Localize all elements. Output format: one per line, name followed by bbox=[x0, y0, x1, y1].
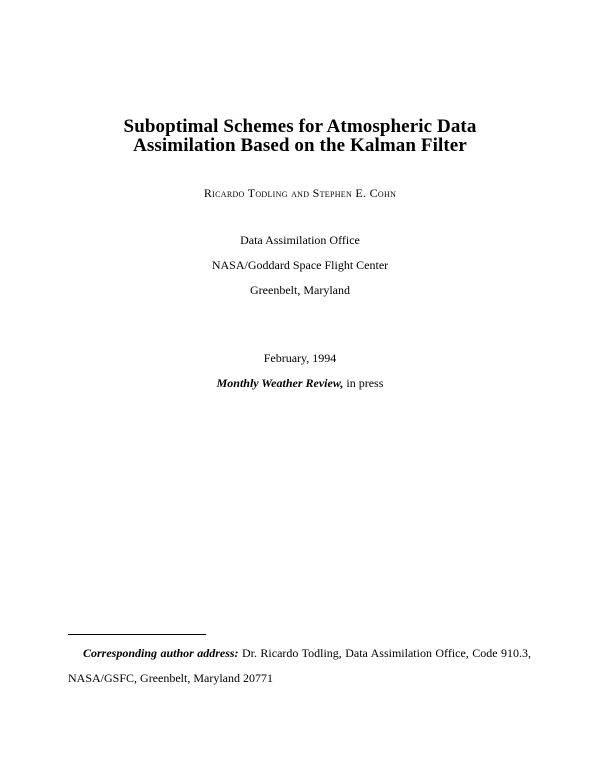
journal-status bbox=[0, 376, 600, 391]
footnote-label: Corresponding author address: bbox=[83, 646, 239, 660]
journal-status-text: in press bbox=[343, 376, 384, 390]
footnote-text: Dr. Ricardo Todling, Data Assimilation Office, Code 910.3, NASA/GSFC, Greenbelt, Maryland 20771 bbox=[68, 646, 531, 685]
title-line-1: Suboptimal Schemes for Atmospheric Data bbox=[123, 116, 477, 137]
affiliation-office: Data Assimilation Office bbox=[240, 233, 360, 247]
affiliation-location: Greenbelt, Maryland bbox=[250, 283, 350, 297]
affiliation-center: NASA/Goddard Space Flight Center bbox=[211, 258, 389, 272]
title-line-2: Assimilation Based on the Kalman Filter bbox=[133, 135, 467, 156]
journal-name: Monthly Weather Review, bbox=[216, 376, 344, 390]
author-list: Ricardo Todling and Stephen E. Cohn bbox=[203, 186, 397, 200]
footnote-rule bbox=[68, 634, 206, 635]
footnote bbox=[68, 641, 531, 691]
publication-date: February, 1994 bbox=[263, 351, 337, 365]
paper-title bbox=[0, 117, 600, 155]
